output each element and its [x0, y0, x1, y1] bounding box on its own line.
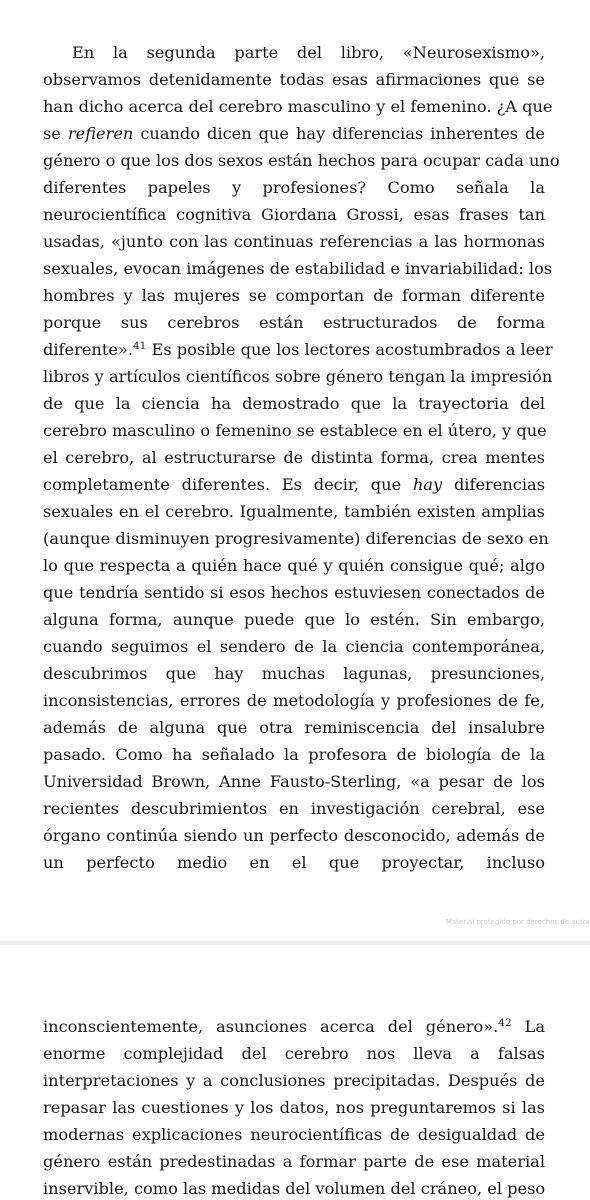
- text-line: hombres y las mujeres se comportan de forman diferente: [43, 286, 545, 305]
- text-line: inconscientemente, asunciones acerca del género».$^{42}$ La: [43, 1017, 546, 1036]
- text-line: un perfecto medio en el que proyectar, incluso: [43, 853, 545, 872]
- text-line: Universidad Brown, Anne Fausto-Sterling, «a pesar de los: [43, 772, 545, 791]
- text-line: inservible, como las medidas del volumen del cráneo, el peso: [43, 1179, 546, 1198]
- text-line: órgano continúa siendo un perfecto desconocido, además de: [43, 826, 545, 845]
- text-line: observamos detenidamente todas esas afirmaciones que se: [43, 70, 545, 89]
- text-line: interpretaciones y a conclusiones precipitadas. Después de: [43, 1071, 545, 1090]
- text-line: han dicho acerca del cerebro masculino y el femenino. ¿A que: [43, 97, 553, 116]
- text-line: que tendría sentido si esos hechos estuviesen conectados de: [43, 583, 545, 602]
- text-line: inconsistencias, errores de metodología y profesiones de fe,: [43, 691, 545, 710]
- book-page-bottom: [0, 962, 590, 1200]
- text-line: libros y artículos científicos sobre género tengan la impresión: [43, 367, 553, 386]
- italic-word: hay: [412, 475, 443, 494]
- text-line: diferente».$^{41}$ Es posible que los lectores acostumbrados a leer: [43, 340, 553, 359]
- text-line: En la segunda parte del libro, «Neurosexismo»,: [72, 43, 545, 62]
- text-line: sexuales, evocan imágenes de estabilidad e invariabilidad: los: [43, 259, 553, 278]
- text-line: repasar las cuestiones y los datos, nos preguntaremos si las: [43, 1098, 545, 1117]
- text-line: de que la ciencia ha demostrado que la trayectoria del: [43, 394, 545, 413]
- text-line: alguna forma, aunque puede que lo estén. Sin embargo,: [43, 610, 545, 629]
- text-line: enorme complejidad del cerebro nos lleva a falsas: [43, 1044, 545, 1063]
- text-line: (aunque disminuyen progresivamente) diferencias de sexo en: [43, 529, 549, 548]
- page-gap: [0, 935, 590, 962]
- copyright-watermark: Material protegido por derechos de autor: [445, 918, 590, 926]
- footnote-marker: 41: [133, 340, 147, 352]
- footnote-marker: 42: [498, 1017, 512, 1029]
- text-line: además de alguna que otra reminiscencia del insalubre: [43, 718, 545, 737]
- italic-word: refieren: [67, 124, 134, 143]
- text-line: sexuales en el cerebro. Igualmente, también existen amplias: [43, 502, 545, 521]
- text-line: completamente diferentes. Es decir, que hay diferencias: [43, 475, 546, 494]
- text-line: pasado. Como ha señalado la profesora de biología de la: [43, 745, 545, 764]
- text-line: cerebro masculino o femenino se establece en el útero, y que: [43, 421, 547, 440]
- text-line: género están predestinadas a formar parte de ese material: [43, 1152, 545, 1171]
- text-line: descubrimos que hay muchas lagunas, presunciones,: [43, 664, 545, 683]
- text-line: el cerebro, al estructurarse de distinta forma, crea mentes: [43, 448, 545, 467]
- text-line: modernas explicaciones neurocientíficas de desigualdad de: [43, 1125, 545, 1144]
- text-line: usadas, «junto con las continuas referencias a las hormonas: [43, 232, 545, 251]
- text-line: diferentes papeles y profesiones? Como señala la: [43, 178, 545, 197]
- text-line: género o que los dos sexos están hechos para ocupar cada uno: [43, 151, 560, 170]
- text-line: neurocientífica cognitiva Giordana Grossi, esas frases tan: [43, 205, 545, 224]
- page-divider: [0, 941, 590, 945]
- text-line: se refieren cuando dicen que hay diferencias inherentes de: [43, 124, 545, 143]
- text-line: lo que respecta a quién hace qué y quién consigue qué; algo: [43, 556, 545, 575]
- text-line: porque sus cerebros están estructurados de forma: [43, 313, 545, 332]
- text-line: recientes descubrimientos en investigación cerebral, ese: [43, 799, 545, 818]
- text-line: cuando seguimos el sendero de la ciencia contemporánea,: [43, 637, 545, 656]
